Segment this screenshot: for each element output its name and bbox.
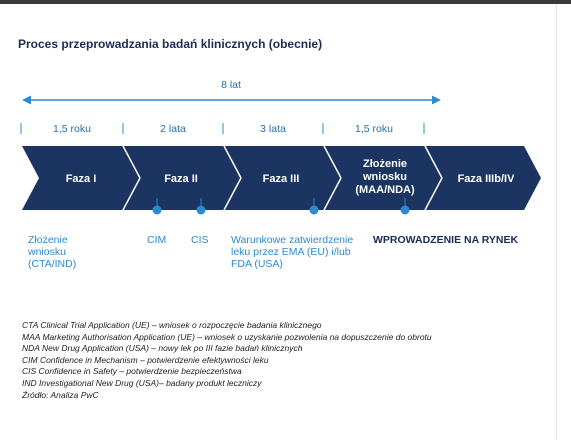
phase-4-label-line-2: wniosku bbox=[362, 171, 408, 183]
duration-label-4: 1,5 roku bbox=[355, 123, 393, 135]
annotation-cis: CIS bbox=[191, 234, 209, 246]
annotation-market: WPROWADZENIE NA RYNEK bbox=[373, 234, 519, 246]
phase-2-label: Faza II bbox=[164, 173, 198, 185]
phase-3-label: Faza III bbox=[262, 173, 300, 185]
duration-label-2: 2 lata bbox=[160, 123, 186, 135]
footnote-maa: MAA Marketing Authorisation Application (UE) – wniosek o uzyskanie pozwolenia na dopuszczenie do obrotu bbox=[22, 331, 432, 342]
total-duration-label: 8 lat bbox=[221, 79, 241, 91]
annotation-ema: Warunkowe zatwierdzenie leku przez EMA (EU) i/lub FDA (USA) bbox=[231, 234, 354, 270]
total-span-arrow bbox=[22, 96, 441, 105]
footnote-ind: IND Investigational New Drug (USA)– badany produkt leczniczy bbox=[22, 377, 262, 388]
duration-label-3: 3 lata bbox=[260, 123, 286, 135]
milestone-cim-dot bbox=[153, 206, 162, 215]
diagram-title: Proces przeprowadzania badań klinicznych (obecnie) bbox=[18, 37, 323, 51]
footnote-cis: CIS Confidence in Safety – potwierdzenie bezpieczeństwa bbox=[22, 366, 242, 376]
milestone-market-dot bbox=[401, 206, 410, 215]
phase-1-label: Faza I bbox=[65, 173, 97, 185]
milestone-cis-dot bbox=[197, 206, 206, 215]
phase-5-label: Faza IIIb/IV bbox=[457, 173, 515, 185]
phase-4-label-line-1: Złożenie bbox=[362, 158, 408, 170]
footnote-cim: CIM Confidence in Mechanism – potwierdzenie efektywności leku bbox=[22, 354, 269, 365]
source-note: Źródło: Analiza PwC bbox=[22, 390, 99, 400]
phase-4-label-line-3: (MAA/NDA) bbox=[355, 184, 415, 196]
footnote-nda: NDA New Drug Application (USA) – nowy lek po III fazie badań klinicznych bbox=[22, 343, 303, 353]
footnotes bbox=[22, 320, 432, 402]
milestone-ema-dot bbox=[310, 206, 319, 215]
footnote-cta: CTA Clinical Trial Application (UE) – wniosek o rozpoczęcie badania klinicznego bbox=[22, 320, 322, 330]
annotation-cta: Złożenie wniosku (CTA/IND) bbox=[28, 234, 77, 270]
duration-label-1: 1,5 roku bbox=[53, 123, 91, 135]
annotation-cim: CIM bbox=[147, 234, 167, 246]
